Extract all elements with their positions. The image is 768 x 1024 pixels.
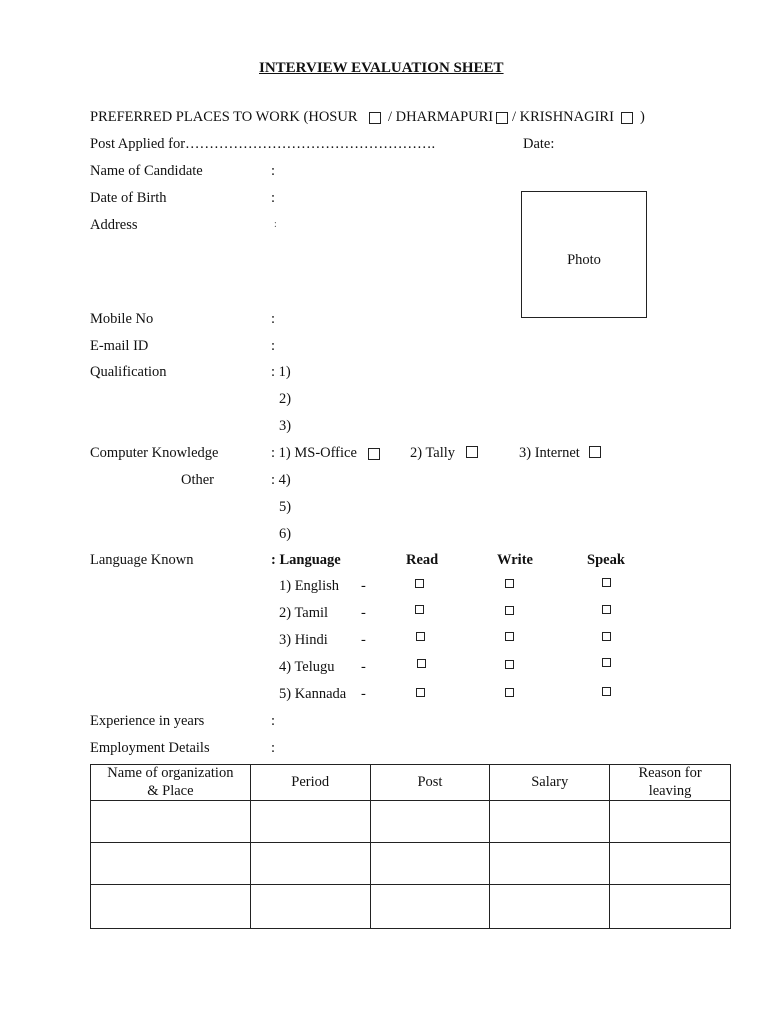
language-dash: - — [361, 686, 366, 702]
hosur-checkbox[interactable] — [369, 112, 381, 124]
read-checkbox[interactable] — [415, 579, 424, 588]
tally-label: 2) Tally — [410, 445, 456, 461]
period-header — [250, 765, 370, 801]
table-cell[interactable] — [250, 801, 370, 843]
employment-colon: : — [271, 740, 276, 756]
dob-colon: : — [271, 190, 276, 206]
write-header: Write — [497, 552, 533, 568]
language-row-label: 1) English — [279, 578, 340, 594]
language-dash: - — [361, 605, 366, 621]
language-dash: - — [361, 659, 366, 675]
read-header: Read — [406, 552, 439, 568]
post-header-text: Post — [417, 773, 443, 790]
table-cell[interactable] — [610, 801, 731, 843]
table-cell[interactable] — [370, 801, 490, 843]
ms-office-checkbox[interactable] — [368, 448, 380, 460]
employment-label: Employment Details — [90, 740, 210, 756]
table-cell[interactable] — [490, 843, 610, 885]
experience-colon: : — [271, 713, 276, 729]
photo-label: Photo — [567, 252, 601, 268]
table-cell[interactable] — [490, 801, 610, 843]
period-header-text: Period — [291, 773, 330, 790]
table-cell[interactable] — [91, 885, 251, 929]
speak-checkbox[interactable] — [602, 578, 611, 587]
org-header — [91, 765, 251, 801]
table-cell[interactable] — [370, 843, 490, 885]
write-checkbox[interactable] — [505, 632, 514, 641]
table-cell[interactable] — [610, 843, 731, 885]
tally-checkbox[interactable] — [466, 446, 478, 458]
other-label: Other — [181, 472, 215, 488]
page-title: INTERVIEW EVALUATION SHEET — [259, 60, 504, 76]
table-cell[interactable] — [370, 885, 490, 929]
ms-office-label: : 1) MS-Office — [271, 445, 357, 461]
salary-header-text: Salary — [531, 773, 569, 790]
dob-label: Date of Birth — [90, 190, 167, 206]
table-row — [91, 843, 731, 885]
other-item: : 4) — [271, 472, 291, 488]
language-dash: - — [361, 578, 366, 594]
speak-header: Speak — [587, 552, 625, 568]
language-row-label: 4) Telugu — [279, 659, 335, 675]
other-item: 5) — [279, 499, 292, 515]
table-cell[interactable] — [91, 801, 251, 843]
table-cell[interactable] — [250, 843, 370, 885]
experience-label: Experience in years — [90, 713, 205, 729]
address-label: Address — [90, 217, 138, 233]
language-row-label: 5) Kannada — [279, 686, 347, 702]
email-colon: : — [271, 338, 276, 354]
mobile-colon: : — [271, 311, 276, 327]
read-checkbox[interactable] — [416, 632, 425, 641]
preferred-places-label: PREFERRED PLACES TO WORK (HOSUR — [90, 109, 358, 125]
post-header — [370, 765, 490, 801]
table-cell[interactable] — [610, 885, 731, 929]
krishnagiri-label: / KRISHNAGIRI — [512, 109, 614, 125]
preferred-close-paren: ) — [640, 109, 645, 125]
qualification-item: 3) — [279, 418, 292, 434]
language-dash: - — [361, 632, 366, 648]
krishnagiri-checkbox[interactable] — [621, 112, 633, 124]
speak-checkbox[interactable] — [602, 632, 611, 641]
write-checkbox[interactable] — [505, 688, 514, 697]
qualification-label: Qualification — [90, 364, 167, 380]
write-checkbox[interactable] — [505, 579, 514, 588]
read-checkbox[interactable] — [416, 688, 425, 697]
email-label: E-mail ID — [90, 338, 149, 354]
reason-header-text: Reason for leaving — [638, 765, 702, 799]
language-row-label: 2) Tamil — [279, 605, 329, 621]
computer-knowledge-label: Computer Knowledge — [90, 445, 219, 461]
qualification-item: 2) — [279, 391, 292, 407]
speak-checkbox[interactable] — [602, 658, 611, 667]
speak-checkbox[interactable] — [602, 687, 611, 696]
internet-checkbox[interactable] — [589, 446, 601, 458]
table-cell[interactable] — [250, 885, 370, 929]
name-label: Name of Candidate — [90, 163, 203, 179]
speak-checkbox[interactable] — [602, 605, 611, 614]
table-cell[interactable] — [91, 843, 251, 885]
internet-label: 3) Internet — [519, 445, 580, 461]
write-checkbox[interactable] — [505, 660, 514, 669]
write-checkbox[interactable] — [505, 606, 514, 615]
post-applied-field: Post Applied for……………………………………………. — [90, 136, 436, 152]
qualification-item: : 1) — [271, 364, 291, 380]
read-checkbox[interactable] — [415, 605, 424, 614]
employment-table — [90, 764, 731, 929]
name-colon: : — [271, 163, 276, 179]
language-known-label: Language Known — [90, 552, 194, 568]
mobile-label: Mobile No — [90, 311, 154, 327]
employment-header-row — [91, 765, 731, 801]
table-row — [91, 885, 731, 929]
read-checkbox[interactable] — [417, 659, 426, 668]
photo-box — [521, 191, 647, 318]
org-header-text: Name of organization & Place — [107, 765, 234, 799]
salary-header — [490, 765, 610, 801]
language-header: : Language — [271, 552, 341, 568]
language-row-label: 3) Hindi — [279, 632, 328, 648]
table-row — [91, 801, 731, 843]
address-colon: : — [274, 219, 277, 230]
dharmapuri-label: / DHARMAPURI — [388, 109, 494, 125]
other-item: 6) — [279, 526, 292, 542]
reason-header — [610, 765, 731, 801]
dharmapuri-checkbox[interactable] — [496, 112, 508, 124]
date-label: Date: — [523, 136, 555, 152]
table-cell[interactable] — [490, 885, 610, 929]
